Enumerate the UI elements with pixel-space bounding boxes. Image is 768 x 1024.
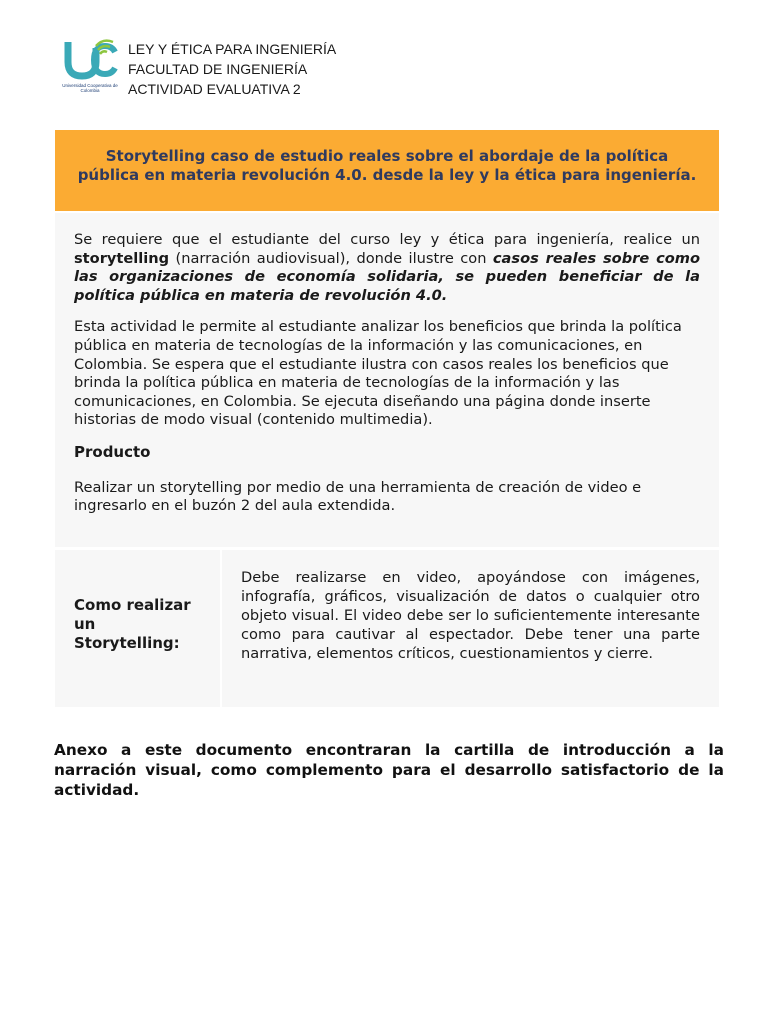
- title-banner: [55, 130, 719, 211]
- intro-storytelling-term: storytelling: [74, 249, 170, 267]
- course-name: LEY Y ÉTICA PARA INGENIERÍA: [128, 41, 337, 57]
- activity-description: [55, 213, 719, 547]
- como-label-line2: un: [74, 615, 96, 633]
- ucc-logo-icon: [60, 38, 120, 82]
- como-text: Debe realizarse en video, apoyándose con imágenes, infografía, gráficos, visualización de datos o cualquier otro objeto visual. El video debe ser lo suficientemente interesante como para cautivar al espectador. Debe tener una parte narrativa, elementos críticos, cuestionamientos y cierre.: [241, 569, 700, 662]
- university-logo: [60, 38, 120, 100]
- como-text-cell: [222, 550, 719, 707]
- intro-text-1: Se requiere que el estudiante del curso ley y ética para ingeniería, realice un: [74, 231, 700, 248]
- logo-wordmark: Universidad Cooperativa de Colombia: [62, 83, 118, 93]
- intro-paragraph: [74, 231, 700, 305]
- faculty-name: FACULTAD DE INGENIERÍA: [128, 61, 308, 77]
- como-label-line3: Storytelling:: [74, 634, 180, 652]
- como-label-line1: Como realizar: [74, 596, 191, 614]
- header-lines: [128, 39, 336, 99]
- producto-text: Realizar un storytelling por medio de una herramienta de creación de video e ingresarlo en el buzón 2 del aula extendida.: [74, 478, 642, 515]
- document-header: [60, 38, 460, 102]
- activity-paragraph: Esta actividad le permite al estudiante analizar los beneficios que brinda la política pública en materia de tecnologías de la información y las comunicaciones, en Colombia. Se espera que el estudiante ilustra con casos reales los beneficios que brinda la política pública en materia de tecnologías de la información y las comunicaciones, en Colombia. Se ejecuta diseñando una página donde inserte historias de modo visual (contenido multimedia).: [74, 318, 682, 429]
- activity-name: ACTIVIDAD EVALUATIVA 2: [128, 81, 301, 97]
- annex-note: Anexo a este documento encontraran la cartilla de introducción a la narración visual, como complemento para el desarrollo satisfactorio de la actividad.: [54, 741, 724, 799]
- document-title: Storytelling caso de estudio reales sobre el abordaje de la política pública en materia revolución 4.0. desde la ley y la ética para ingeniería.: [77, 147, 697, 184]
- producto-heading: Producto: [74, 442, 151, 461]
- como-label-cell: [55, 550, 220, 707]
- intro-highlight: casos reales sobre como las organizaciones de economía solidaria, se pueden beneficiar de la política pública en materia de revolución 4.0.: [74, 249, 700, 304]
- intro-text-2: (narración audiovisual), donde ilustre con: [169, 249, 493, 267]
